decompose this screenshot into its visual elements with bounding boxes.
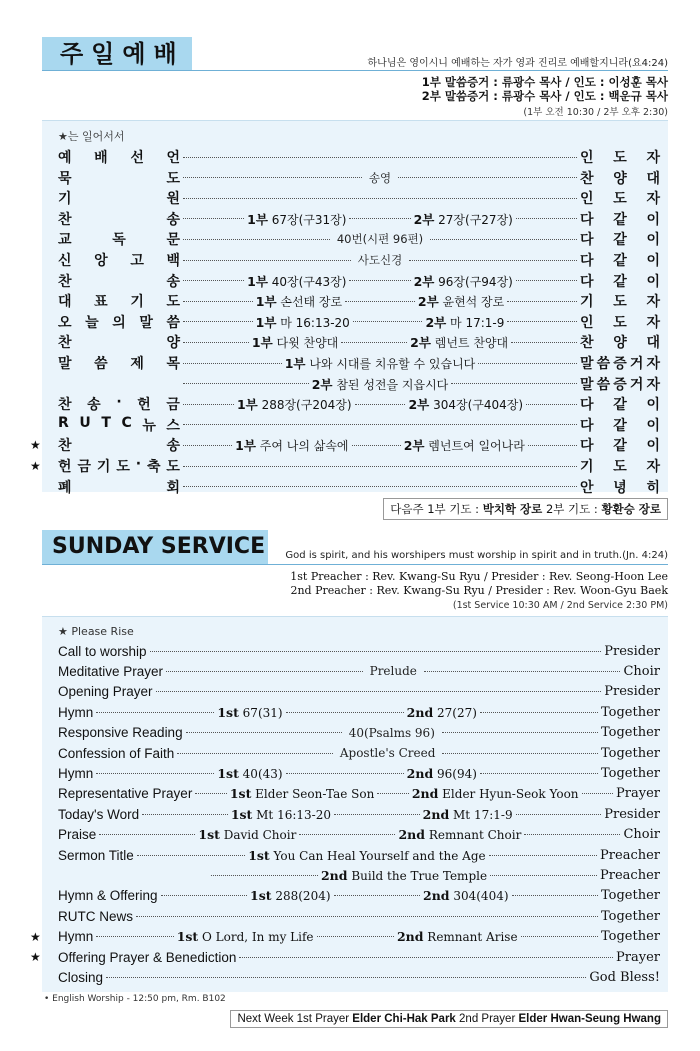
header-rule — [42, 70, 668, 71]
second-service-detail: 2부 윤현석 장로 — [417, 294, 505, 310]
order-leader: Together — [601, 888, 661, 904]
leader-dots — [239, 957, 613, 958]
order-row — [58, 723, 660, 743]
order-leader: Together — [600, 745, 660, 761]
order-row — [58, 229, 660, 249]
order-label: Representative Prayer — [58, 786, 193, 802]
korean-rise-note: ★는 일어서서 — [58, 130, 125, 143]
order-label: Offering Prayer & Benediction — [58, 949, 237, 965]
order-label: RUTC News — [58, 908, 134, 924]
order-label: Today's Word — [58, 806, 140, 822]
order-leader: 말 씀 증 거 자 — [580, 376, 660, 393]
first-service-detail: 1st O Lord, In my Life — [176, 929, 314, 945]
first-service-detail: 1st David Choir — [198, 827, 297, 843]
order-leader: Choir — [623, 827, 660, 843]
order-row — [58, 147, 660, 167]
order-label: 기 원 — [58, 191, 180, 208]
order-leader: Choir — [623, 663, 660, 679]
order-row — [58, 682, 660, 702]
leader-dots — [507, 321, 577, 322]
next-week-prayer-2-en: Elder Hwan-Seung Hwang — [518, 1013, 661, 1025]
order-row — [30, 435, 660, 455]
english-verse: God is spirit, and his worshipers must worship in spirit and in truth.(Jn. 4:24) — [285, 550, 668, 561]
order-label: Hymn — [58, 765, 94, 781]
korean-next-week — [383, 498, 668, 520]
order-label: Confession of Faith — [58, 745, 175, 761]
order-row — [58, 661, 660, 681]
leader-dots — [183, 260, 351, 261]
leader-dots — [161, 895, 247, 896]
order-row — [58, 168, 660, 188]
korean-preacher-2: 2부 말씀증거 : 류광수 목사 / 인도 : 백운규 목사 — [421, 89, 668, 103]
leader-dots — [424, 671, 621, 672]
leader-dots — [524, 834, 620, 835]
order-leader: Prayer — [616, 786, 661, 802]
order-row — [30, 947, 660, 967]
star-mark: ★ — [30, 950, 41, 964]
leader-dots — [156, 691, 602, 692]
first-service-detail: 1st 67(31) — [217, 704, 283, 720]
order-row — [58, 804, 660, 824]
leader-dots — [521, 936, 598, 937]
next-week-label: 다음주 1부 기도 : — [390, 502, 480, 516]
order-detail: 40(Psalms 96) — [348, 725, 435, 740]
order-leader: Together — [600, 704, 660, 720]
leader-dots — [183, 486, 577, 487]
order-row — [58, 209, 660, 229]
order-row — [58, 332, 660, 352]
second-service-detail: 2nd Build the True Temple — [320, 867, 488, 883]
order-row — [58, 906, 660, 926]
order-leader: Together — [600, 765, 660, 781]
leader-dots — [195, 793, 227, 794]
english-preacher-1: 1st Preacher : Rev. Kwang-Su Ryu / Presider : Rev. Seong-Hoon Lee — [290, 570, 668, 583]
order-label: Hymn — [58, 929, 94, 945]
header-rule-en — [42, 564, 668, 565]
next-week-prayer-1: 박치학 장로 — [482, 502, 543, 516]
order-row — [58, 394, 660, 414]
leader-dots — [96, 712, 214, 713]
leader-dots — [106, 977, 586, 978]
leader-dots — [183, 157, 577, 158]
order-leader: 다 같 이 — [580, 438, 660, 455]
first-service-detail: 1st You Can Heal Yourself and the Age — [248, 847, 486, 863]
order-row — [58, 865, 660, 885]
star-mark: ★ — [30, 929, 41, 944]
next-week-prayer-1-en: Elder Chi-Hak Park — [352, 1013, 456, 1025]
leader-dots — [480, 773, 598, 774]
order-row — [58, 702, 660, 722]
order-row — [58, 641, 660, 661]
leader-dots — [430, 239, 577, 240]
leader-dots — [478, 363, 577, 364]
order-label: Responsive Reading — [58, 725, 183, 741]
order-leader: 인 도 자 — [579, 314, 660, 331]
korean-service-times: (1부 오전 10:30 / 2부 오후 2:30) — [523, 107, 668, 118]
order-leader: 다 같 이 — [579, 273, 660, 290]
order-label: 찬 송 · 헌 금 — [58, 394, 180, 414]
order-leader: Presider — [604, 684, 660, 700]
leader-dots — [166, 671, 363, 672]
order-detail: Apostle's Creed — [339, 746, 436, 760]
order-label: 헌 금 기 도 · 축 도 — [58, 456, 180, 475]
leader-dots — [512, 895, 598, 896]
second-service-detail: 2nd Elder Hyun-Seok Yoon — [411, 786, 579, 802]
order-label: 신 앙 고 백 — [58, 253, 180, 269]
order-detail: 송영 — [368, 170, 392, 185]
order-label: 찬 송 — [58, 273, 180, 290]
leader-dots — [211, 875, 318, 876]
leader-dots — [409, 260, 577, 261]
order-label: 찬 송 — [58, 211, 180, 228]
star-mark: ★ — [30, 459, 41, 473]
first-service-detail: 1st 40(43) — [217, 765, 283, 781]
order-label: 찬 송 — [58, 438, 180, 455]
leader-dots — [528, 445, 577, 446]
second-service-detail: 2nd Remnant Arise — [396, 929, 518, 945]
leader-dots — [96, 773, 214, 774]
order-label: 찬 양 — [58, 335, 180, 352]
leader-dots — [99, 834, 195, 835]
leader-dots — [183, 363, 282, 364]
second-service-detail: 2부 27장(구27장) — [413, 211, 513, 227]
order-row — [58, 477, 660, 497]
order-row — [58, 743, 660, 763]
english-title: SUNDAY SERVICE — [42, 530, 268, 564]
order-leader: 다 같 이 — [579, 211, 660, 228]
leader-dots — [183, 466, 577, 467]
korean-preacher-1: 1부 말씀증거 : 류광수 목사 / 인도 : 이성훈 목사 — [421, 75, 668, 89]
order-leader: Prayer — [616, 949, 660, 965]
leader-dots — [177, 753, 333, 754]
first-service-detail: 1st 288(204) — [250, 888, 331, 904]
leader-dots — [490, 875, 597, 876]
order-leader: 다 같 이 — [580, 253, 660, 269]
leader-dots — [299, 834, 395, 835]
leader-dots — [516, 280, 577, 281]
first-service-detail: 1부 40장(구43장) — [247, 273, 347, 289]
order-leader: 찬 양 대 — [580, 170, 660, 187]
leader-dots — [142, 814, 228, 815]
order-row — [58, 415, 660, 435]
order-leader: God Bless! — [589, 969, 660, 985]
order-leader: 다 같 이 — [580, 232, 660, 249]
leader-dots — [349, 218, 410, 219]
leader-dots — [334, 814, 420, 815]
order-row — [58, 886, 660, 906]
order-detail: Prelude — [369, 664, 417, 679]
leader-dots — [353, 321, 423, 322]
leader-dots — [186, 732, 342, 733]
order-row — [58, 291, 660, 311]
leader-dots — [183, 280, 244, 281]
order-row — [58, 825, 660, 845]
order-label: Meditative Prayer — [58, 663, 164, 679]
second-service-detail: 2nd Mt 17:1-9 — [422, 806, 513, 822]
order-row — [58, 250, 660, 270]
leader-dots — [349, 280, 410, 281]
leader-dots — [582, 793, 614, 794]
second-service-detail: 2nd 304(404) — [423, 888, 509, 904]
leader-dots — [96, 936, 173, 937]
next-week-label-en: Next Week 1st Prayer — [237, 1013, 350, 1025]
first-service-detail: 1부 나와 시대를 치유할 수 있습니다 — [284, 356, 476, 371]
second-service-detail: 2nd 27(27) — [406, 704, 477, 720]
leader-dots — [183, 239, 330, 240]
leader-dots — [183, 218, 244, 219]
leader-dots — [489, 855, 597, 856]
order-label: 묵 도 — [58, 170, 180, 187]
leader-dots — [398, 177, 577, 178]
first-service-detail: 1부 손선태 장로 — [255, 294, 343, 310]
leader-dots — [345, 301, 415, 302]
order-label: 말 씀 제 목 — [58, 356, 180, 372]
leader-dots — [352, 445, 401, 446]
leader-dots — [183, 342, 249, 343]
leader-dots — [286, 773, 404, 774]
leader-dots — [334, 895, 420, 896]
order-leader: Together — [600, 908, 660, 924]
order-leader: Together — [600, 929, 660, 945]
order-label: R U T C 뉴 스 — [58, 414, 180, 434]
leader-dots — [183, 404, 234, 405]
leader-dots — [451, 383, 577, 384]
order-row — [58, 271, 660, 291]
next-week-mid: 2부 기도 : — [545, 502, 598, 516]
order-leader: 말 씀 증 거 자 — [580, 356, 660, 372]
first-service-detail: 1부 주여 나의 삶속에 — [235, 438, 349, 454]
order-leader: 인 도 자 — [580, 191, 660, 208]
leader-dots — [183, 177, 362, 178]
order-row — [58, 784, 660, 804]
first-service-detail: 1st Elder Seon-Tae Son — [229, 786, 375, 802]
korean-title: 주일예배 — [42, 37, 192, 71]
next-week-mid-en: 2nd Prayer — [459, 1013, 516, 1025]
order-leader: 다 같 이 — [580, 397, 660, 414]
english-worship-note: • English Worship - 12:50 pm, Rm. B102 — [44, 994, 226, 1004]
leader-dots — [442, 753, 598, 754]
leader-dots — [136, 916, 598, 917]
order-label: Praise — [58, 827, 97, 843]
leader-dots — [516, 814, 602, 815]
order-label: 예 배 선 언 — [58, 150, 180, 166]
order-row — [58, 353, 660, 373]
order-row — [58, 188, 660, 208]
leader-dots — [183, 321, 253, 322]
leader-dots — [286, 712, 404, 713]
second-service-detail: 2nd 96(94) — [406, 765, 477, 781]
leader-dots — [183, 198, 577, 199]
second-service-detail: 2부 304장(구404장) — [408, 397, 524, 413]
order-detail: 40번(시편 96편) — [336, 232, 424, 247]
order-leader: Preacher — [600, 847, 661, 863]
leader-dots — [183, 424, 577, 425]
leader-dots — [341, 342, 407, 343]
first-service-detail: 1부 다윗 찬양대 — [251, 335, 339, 351]
order-label: Hymn — [58, 704, 94, 720]
leader-dots — [355, 404, 406, 405]
order-leader: Presider — [604, 806, 660, 822]
english-service-times: (1st Service 10:30 AM / 2nd Service 2:30 PM) — [452, 600, 668, 611]
order-label: Opening Prayer — [58, 684, 153, 700]
english-preacher-2: 2nd Preacher : Rev. Kwang-Su Ryu / Presider : Rev. Woon-Gyu Baek — [290, 584, 668, 597]
order-row — [58, 845, 660, 865]
order-leader: 기 도 자 — [580, 459, 660, 475]
order-label: Sermon Title — [58, 847, 134, 863]
order-leader: Together — [601, 725, 661, 741]
order-leader: 기 도 자 — [580, 294, 660, 311]
first-service-detail: 1부 마 16:13-20 — [255, 314, 350, 330]
leader-dots — [526, 404, 577, 405]
leader-dots — [480, 712, 598, 713]
second-service-detail: 2부 렘넌트여 일어나라 — [403, 438, 525, 454]
order-row — [30, 927, 660, 947]
leader-dots — [511, 342, 577, 343]
korean-verse: 하나님은 영이시니 예배하는 자가 영과 진리로 예배할지니라(요4:24) — [367, 58, 668, 69]
second-service-detail: 2부 마 17:1-9 — [425, 314, 505, 330]
leader-dots — [137, 855, 245, 856]
second-service-detail: 2nd Remnant Choir — [398, 827, 522, 843]
order-label: Call to worship — [58, 643, 147, 659]
order-leader: Presider — [604, 643, 660, 659]
leader-dots — [183, 301, 253, 302]
leader-dots — [516, 218, 577, 219]
second-service-detail: 2부 렘넌트 찬양대 — [410, 335, 509, 351]
order-leader: Preacher — [600, 867, 660, 883]
order-row — [58, 374, 660, 394]
leader-dots — [377, 793, 409, 794]
order-row — [58, 967, 660, 987]
leader-dots — [507, 301, 577, 302]
order-leader: 찬 양 대 — [580, 335, 661, 352]
second-service-detail: 2부 96장(구94장) — [413, 273, 513, 289]
leader-dots — [442, 732, 598, 733]
order-leader: 인 도 자 — [580, 150, 660, 166]
order-label: Hymn & Offering — [58, 888, 158, 904]
first-service-detail: 1st Mt 16:13-20 — [230, 806, 331, 822]
order-label: 대 표 기 도 — [58, 294, 180, 311]
star-mark: ★ — [30, 438, 41, 453]
leader-dots — [183, 445, 232, 446]
order-row — [58, 312, 660, 332]
order-label: 오 늘 의 말 씀 — [58, 314, 180, 331]
first-service-detail: 1부 67장(구31장) — [247, 211, 347, 227]
leader-dots — [150, 651, 602, 652]
second-service-detail: 2부 참된 성전을 지읍시다 — [311, 376, 449, 392]
order-leader: 안 녕 히 — [580, 479, 660, 496]
order-row — [58, 763, 660, 783]
order-label: 폐 회 — [58, 479, 180, 496]
leader-dots — [317, 936, 394, 937]
leader-dots — [183, 383, 309, 384]
order-row — [30, 456, 660, 476]
order-leader: 다 같 이 — [580, 417, 660, 434]
english-next-week — [230, 1010, 668, 1028]
order-detail: 사도신경 — [357, 253, 403, 267]
english-rise-note: ★ Please Rise — [58, 625, 134, 638]
order-label: Closing — [58, 969, 104, 985]
next-week-prayer-2: 황환승 장로 — [601, 502, 661, 516]
first-service-detail: 1부 288장(구204장) — [236, 397, 352, 413]
order-label: 교 독 문 — [58, 232, 180, 249]
